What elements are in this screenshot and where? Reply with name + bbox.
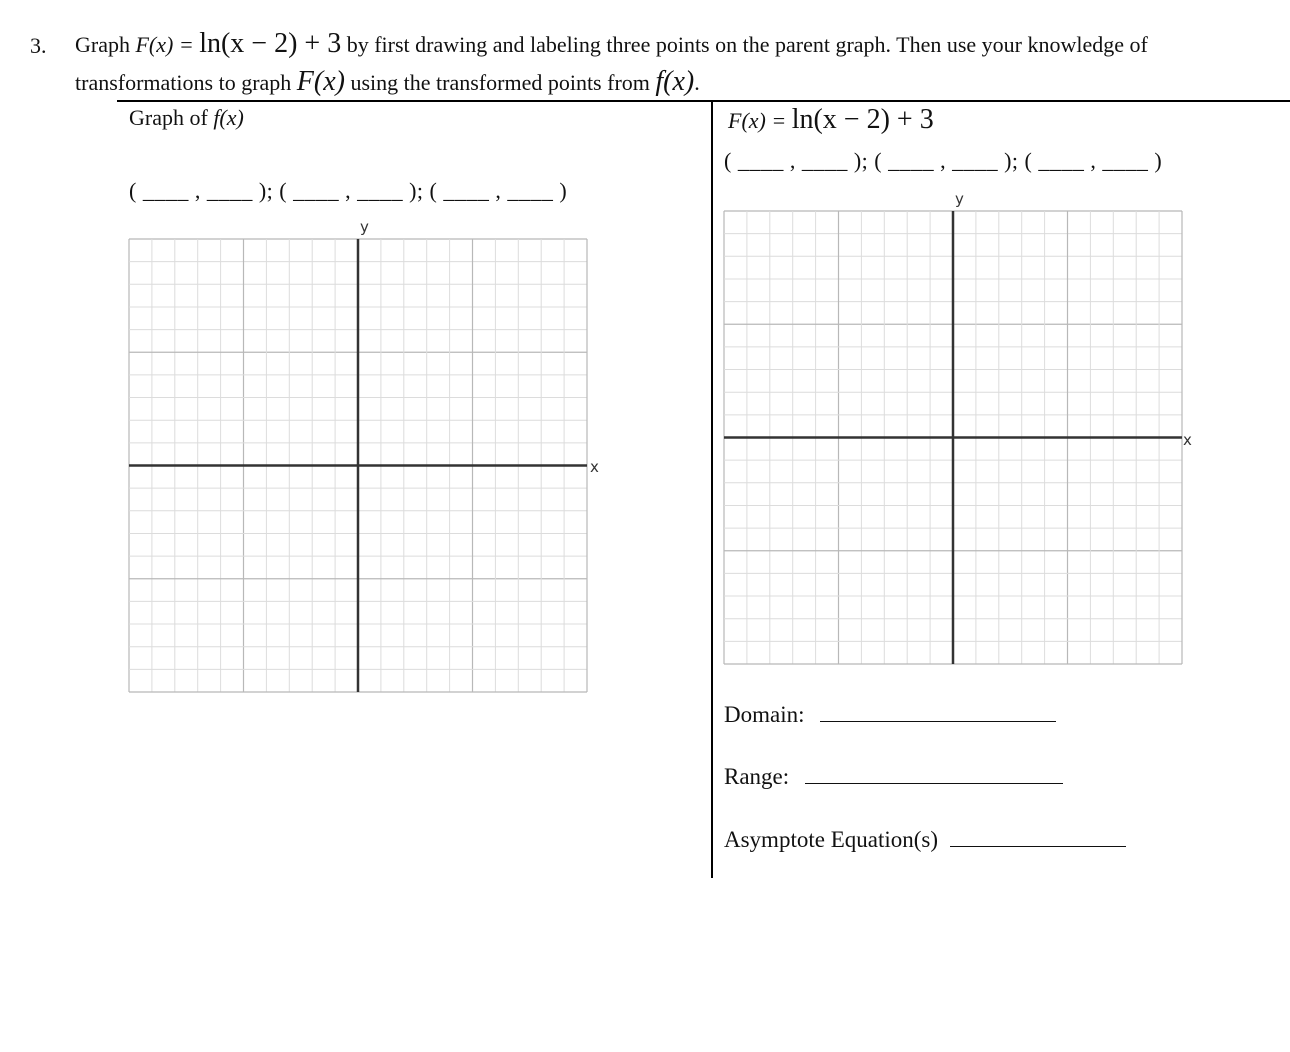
domain-row	[724, 702, 1056, 728]
F-x: F(x)	[296, 66, 345, 97]
left-x-label: x	[590, 458, 599, 476]
range-row	[724, 764, 1063, 790]
right-heading	[728, 104, 934, 136]
left-point-blanks[interactable]: ( ____ , ____ ); ( ____ , ____ ); ( ____ , ____ )	[129, 178, 568, 203]
table-top-rule	[117, 100, 1290, 102]
left-heading-func: f(x)	[213, 105, 244, 130]
range-label: Range:	[724, 764, 790, 789]
problem-number: 3.	[30, 33, 47, 58]
asymptote-row	[724, 827, 1126, 853]
domain-blank[interactable]	[820, 703, 1056, 722]
F-of-x: F(x) =	[135, 32, 194, 57]
right-grid[interactable]	[723, 210, 1183, 665]
line2-end: .	[694, 70, 700, 95]
right-x-label: x	[1183, 431, 1192, 449]
line1-prefix: Graph	[75, 32, 130, 57]
problem-line-2	[75, 66, 700, 98]
problem-line-1	[75, 28, 1148, 60]
line2-prefix: transformations to graph	[75, 70, 292, 95]
left-y-label: y	[360, 218, 369, 236]
domain-label: Domain:	[724, 702, 805, 727]
line1-suffix: by first drawing and labeling three points on the parent graph. Then use your knowledge of	[346, 32, 1148, 57]
asymptote-label: Asymptote Equation(s)	[724, 827, 938, 852]
problem-equation: ln(x − 2) + 3	[199, 28, 342, 59]
right-point-blanks[interactable]: ( ____ , ____ ); ( ____ , ____ ); ( ____ , ____ )	[724, 148, 1163, 173]
left-grid[interactable]	[128, 238, 588, 693]
right-heading-F: F(x) =	[728, 108, 787, 133]
left-heading-prefix: Graph of	[129, 105, 208, 130]
line2-mid: using the transformed points from	[350, 70, 650, 95]
table-divider	[711, 102, 713, 878]
left-heading	[129, 105, 244, 131]
right-heading-eq: ln(x − 2) + 3	[791, 104, 934, 135]
range-blank[interactable]	[805, 765, 1063, 784]
asymptote-blank[interactable]	[950, 828, 1126, 847]
right-y-label: y	[955, 190, 964, 208]
f-x: f(x)	[655, 66, 695, 97]
